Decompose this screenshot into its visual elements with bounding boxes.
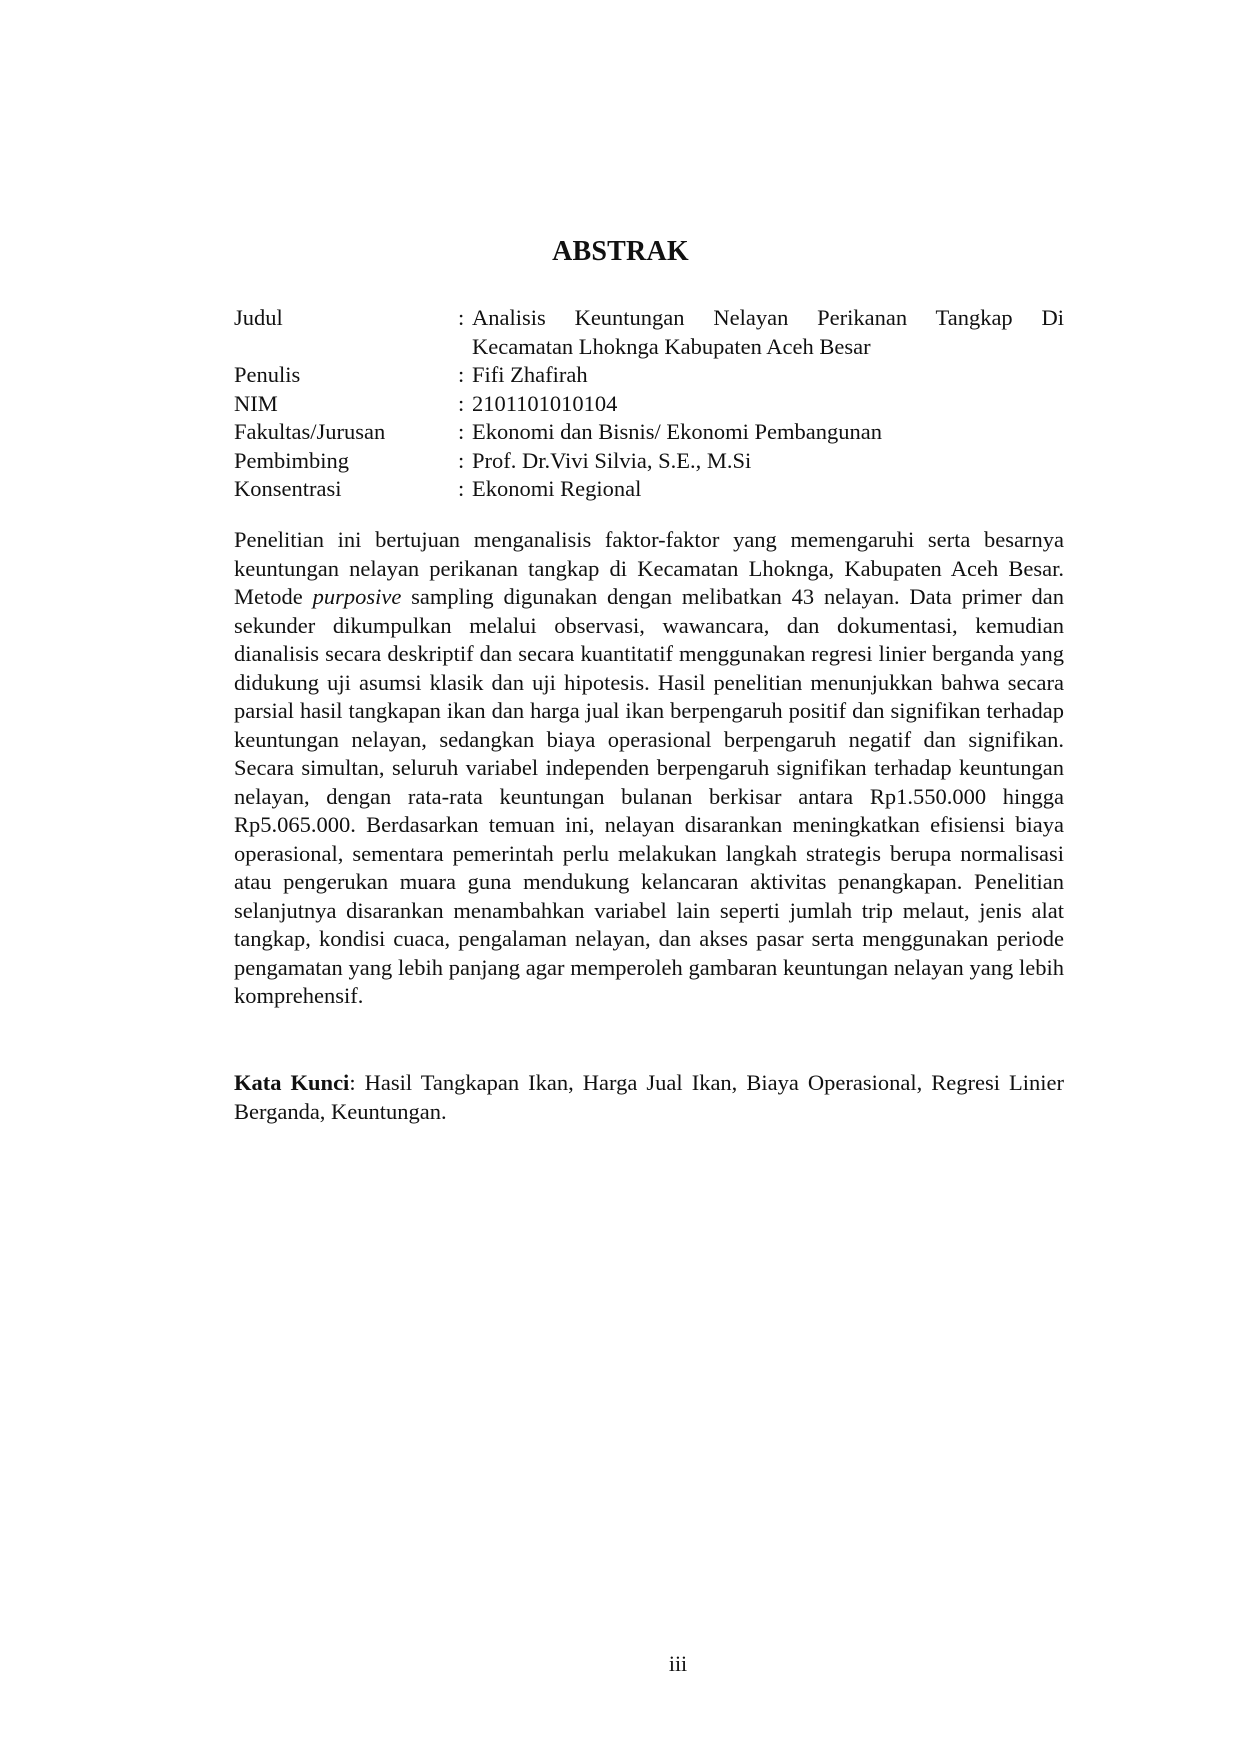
meta-value: Ekonomi dan Bisnis/ Ekonomi Pembangunan bbox=[472, 419, 882, 444]
metadata-table bbox=[234, 304, 1064, 504]
meta-label: Penulis bbox=[234, 362, 301, 387]
meta-row-fakultas bbox=[234, 418, 1064, 447]
meta-row-pembimbing bbox=[234, 447, 1064, 476]
meta-value-line: Analisis Keuntungan Nelayan Perikanan Tangkap Di bbox=[472, 305, 1064, 330]
meta-colon: : bbox=[458, 476, 465, 501]
meta-label: Fakultas/Jurusan bbox=[234, 419, 386, 444]
keywords-text: : Hasil Tangkapan Ikan, Harga Jual Ikan, Biaya Operasional, Regresi Linier Berganda, Keuntungan. bbox=[234, 1070, 1064, 1124]
meta-value bbox=[472, 304, 1064, 361]
keywords-label: Kata Kunci bbox=[234, 1070, 350, 1095]
meta-colon: : bbox=[458, 419, 465, 444]
abstract-italic-term: purposive bbox=[312, 584, 402, 609]
meta-colon: : bbox=[458, 447, 465, 473]
meta-value: Ekonomi Regional bbox=[472, 476, 642, 501]
abstract-body bbox=[234, 526, 1064, 1011]
meta-colon: : bbox=[458, 390, 465, 416]
meta-value: Fifi Zhafirah bbox=[472, 362, 588, 387]
meta-label: NIM bbox=[234, 390, 278, 416]
abstract-text-part: sampling digunakan dengan melibatkan 43 nelayan. Data primer dan sekunder dikumpulkan melalui observasi, wawancara, dan dokumentasi, kemudian dianalisis secara deskriptif dan secara kuantitatif menggunakan regresi linier berganda yang didukung uji asumsi klasik dan uji hipotesis. Hasil penelitian menunjukkan bahwa secara parsial hasil tangkapan ikan dan harga jual ikan berpengaruh positif dan signifikan terhadap keuntungan nelayan, sedangkan biaya operasional berpengaruh negatif dan signifikan. Secara simultan, seluruh variabel independen berpengaruh signifikan terhadap keuntungan nelayan, dengan rata-rata keuntungan bulanan berkisar antara Rp1.550.000 hingga Rp5.065.000. Berdasarkan temuan ini, nelayan disarankan meningkatkan efisiensi biaya operasional, sementara pemerintah perlu melakukan langkah strategis berupa normalisasi atau pengerukan muara guna mendukung kelancaran aktivitas penangkapan. Penelitian selanjutnya disarankan menambahkan variabel lain seperti jumlah trip melaut, jenis alat tangkap, kondisi cuaca, pengalaman nelayan, dan akses pasar serta menggunakan periode pengamatan yang lebih panjang agar memperoleh gambaran keuntungan nelayan yang lebih komprehensif. bbox=[234, 584, 1065, 1008]
abstract-text-part: Penelitian ini bertujuan menganalisis faktor-faktor yang memengaruhi serta besarnya keuntungan nelayan perikanan tangkap di Kecamatan Lhoknga, Kabupaten Aceh Besar. Metode bbox=[234, 527, 1064, 609]
meta-label: Pembimbing bbox=[234, 447, 350, 473]
meta-label: Konsentrasi bbox=[234, 476, 342, 501]
meta-value-line: Kecamatan Lhoknga Kabupaten Aceh Besar bbox=[472, 333, 871, 359]
meta-row-konsentrasi bbox=[234, 475, 1064, 504]
meta-value: Prof. Dr.Vivi Silvia, S.E., M.Si bbox=[472, 447, 752, 473]
keywords bbox=[234, 1069, 1064, 1126]
meta-colon: : bbox=[458, 362, 465, 387]
meta-label: Judul bbox=[234, 305, 283, 330]
abstract-title: ABSTRAK bbox=[552, 236, 689, 267]
meta-row-penulis bbox=[234, 361, 1064, 390]
meta-colon: : bbox=[458, 305, 465, 330]
meta-value: 2101101010104 bbox=[472, 390, 618, 416]
meta-row-judul bbox=[234, 304, 1064, 361]
page-number: iii bbox=[668, 1651, 688, 1676]
meta-row-nim bbox=[234, 390, 1064, 419]
